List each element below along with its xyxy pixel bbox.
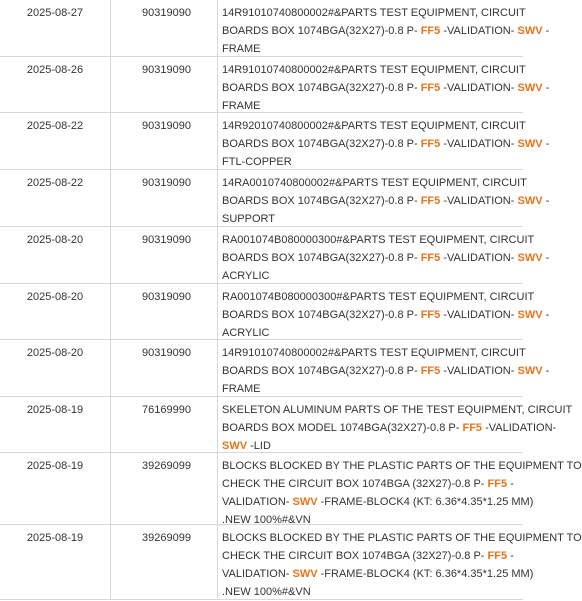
- column-divider: [110, 284, 111, 339]
- description-line: [222, 344, 526, 362]
- hs-code-cell: 90319090: [142, 7, 191, 19]
- description-line: [222, 4, 526, 22]
- description-line: [222, 565, 534, 583]
- description-line: [222, 529, 582, 547]
- description-line: [222, 135, 550, 153]
- description-cell: [222, 288, 550, 342]
- highlight-keyword: SWV: [517, 309, 543, 321]
- date-cell: 2025-08-19: [26, 460, 84, 472]
- highlight-keyword: FF5: [487, 550, 508, 562]
- highlight-keyword: SWV: [292, 568, 318, 580]
- highlight-keyword: FF5: [462, 422, 483, 434]
- description-text: FRAME: [222, 383, 261, 395]
- description-line: [222, 583, 520, 601]
- date-cell: 2025-08-20: [26, 234, 84, 246]
- column-divider: [110, 227, 111, 283]
- hs-code-cell: 90319090: [142, 291, 191, 303]
- description-line: [222, 547, 520, 565]
- highlight-keyword: SWV: [517, 365, 543, 377]
- description-line: [222, 267, 520, 285]
- description-text: -VALIDATION-: [440, 82, 518, 94]
- description-text: BOARDS BOX 1074BGA(32X27)-0.8 P-: [222, 138, 421, 150]
- description-line: [222, 362, 550, 380]
- description-line: [222, 380, 520, 398]
- description-text: -: [542, 25, 550, 37]
- column-divider: [217, 340, 218, 396]
- description-line: [222, 306, 550, 324]
- table-row: [0, 57, 550, 113]
- date-cell: 2025-08-26: [26, 64, 84, 76]
- description-cell: [222, 4, 550, 58]
- description-text: -: [542, 195, 550, 207]
- hs-code-cell: 90319090: [142, 177, 191, 189]
- description-text: SKELETON ALUMINUM PARTS OF THE TEST EQUIPMENT, CIRCUIT: [222, 404, 573, 416]
- description-text: BLOCKS BLOCKED BY THE PLASTIC PARTS OF THE EQUIPMENT TO: [222, 532, 582, 544]
- description-text: RA001074B080000300#&PARTS TEST EQUIPMENT, CIRCUIT: [222, 234, 535, 246]
- description-text: BOARDS BOX MODEL 1074BGA(32X27)-0.8 P-: [222, 422, 463, 434]
- description-line: [222, 22, 550, 40]
- description-text: FRAME: [222, 100, 261, 112]
- table-row: [0, 227, 550, 284]
- description-text: VALIDATION-: [222, 496, 293, 508]
- description-line: [222, 401, 573, 419]
- description-cell: [222, 117, 550, 171]
- description-text: -FRAME-BLOCK4 (KT: 6.36*4.35*1.25 MM): [317, 496, 534, 508]
- description-cell: [222, 344, 550, 398]
- description-line: [222, 117, 526, 135]
- description-text: -VALIDATION-: [440, 252, 518, 264]
- description-text: 14R91010740800002#&PARTS TEST EQUIPMENT, CIRCUIT: [222, 64, 526, 76]
- description-text: -VALIDATION-: [440, 309, 518, 321]
- description-text: BOARDS BOX 1074BGA(32X27)-0.8 P-: [222, 25, 421, 37]
- table-row: [0, 397, 573, 453]
- description-text: ACRYLIC: [222, 270, 270, 282]
- description-text: -FRAME-BLOCK4 (KT: 6.36*4.35*1.25 MM): [317, 568, 534, 580]
- description-text: CHECK THE CIRCUIT BOX 1074BGA (32X27)-0.8 P-: [222, 478, 488, 490]
- description-text: -: [542, 365, 550, 377]
- highlight-keyword: FF5: [420, 365, 441, 377]
- description-cell: [222, 457, 582, 529]
- description-text: .NEW 100%#&VN: [222, 514, 311, 526]
- highlight-keyword: FF5: [420, 252, 441, 264]
- description-text: 14R91010740800002#&PARTS TEST EQUIPMENT, CIRCUIT: [222, 347, 526, 359]
- highlight-keyword: SWV: [292, 496, 318, 508]
- description-text: CHECK THE CIRCUIT BOX 1074BGA (32X27)-0.8 P-: [222, 550, 488, 562]
- description-line: [222, 457, 582, 475]
- hs-code-cell: 90319090: [142, 64, 191, 76]
- description-text: VALIDATION-: [222, 568, 293, 580]
- description-text: 14RA0010740800002#&PARTS TEST EQUIPMENT, CIRCUIT: [222, 177, 527, 189]
- highlight-keyword: SWV: [517, 252, 543, 264]
- description-line: [222, 231, 535, 249]
- description-text: BOARDS BOX 1074BGA(32X27)-0.8 P-: [222, 195, 421, 207]
- date-cell: 2025-08-22: [26, 177, 84, 189]
- description-text: -VALIDATION-: [440, 25, 518, 37]
- date-cell: 2025-08-19: [26, 404, 84, 416]
- column-divider: [110, 525, 111, 599]
- description-cell: [222, 61, 550, 115]
- description-text: -: [507, 550, 514, 562]
- description-text: FTL-COPPER: [222, 156, 292, 168]
- date-cell: 2025-08-20: [26, 347, 84, 359]
- description-text: -: [542, 309, 550, 321]
- description-line: [222, 153, 520, 171]
- hs-code-cell: 39269099: [142, 460, 191, 472]
- table-row: [0, 113, 550, 170]
- description-line: [222, 475, 520, 493]
- description-text: -LID: [247, 440, 271, 452]
- column-divider: [217, 397, 218, 452]
- column-divider: [110, 453, 111, 524]
- column-divider: [217, 284, 218, 339]
- column-divider: [110, 170, 111, 226]
- column-divider: [110, 397, 111, 452]
- description-text: -VALIDATION-: [440, 138, 518, 150]
- column-divider: [110, 0, 111, 56]
- description-line: [222, 249, 550, 267]
- table-row: [0, 0, 550, 57]
- highlight-keyword: SWV: [222, 440, 248, 452]
- description-text: SUPPORT: [222, 213, 275, 225]
- date-cell: 2025-08-27: [26, 7, 84, 19]
- description-cell: [222, 174, 550, 228]
- hs-code-cell: 90319090: [142, 234, 191, 246]
- description-cell: [222, 529, 582, 601]
- description-text: BOARDS BOX 1074BGA(32X27)-0.8 P-: [222, 82, 421, 94]
- date-cell: 2025-08-20: [26, 291, 84, 303]
- description-text: 14R92010740800002#&PARTS TEST EQUIPMENT, CIRCUIT: [222, 120, 526, 132]
- description-line: [222, 40, 520, 58]
- highlight-keyword: FF5: [420, 82, 441, 94]
- description-text: ACRYLIC: [222, 327, 270, 339]
- column-divider: [217, 453, 218, 524]
- highlight-keyword: SWV: [517, 82, 543, 94]
- description-line: [222, 493, 534, 511]
- description-text: RA001074B080000300#&PARTS TEST EQUIPMENT, CIRCUIT: [222, 291, 535, 303]
- description-line: [222, 174, 527, 192]
- hs-code-cell: 90319090: [142, 120, 191, 132]
- description-text: -VALIDATION-: [482, 422, 557, 434]
- description-line: [222, 192, 550, 210]
- column-divider: [217, 57, 218, 112]
- hs-code-cell: 39269099: [142, 532, 191, 544]
- hs-code-cell: 90319090: [142, 347, 191, 359]
- highlight-keyword: FF5: [487, 478, 508, 490]
- description-line: [222, 61, 526, 79]
- highlight-keyword: SWV: [517, 25, 543, 37]
- description-text: -: [542, 82, 550, 94]
- description-text: BOARDS BOX 1074BGA(32X27)-0.8 P-: [222, 252, 421, 264]
- description-line: [222, 210, 520, 228]
- table-row: [0, 525, 582, 600]
- table-row: [0, 340, 550, 397]
- highlight-keyword: FF5: [420, 25, 441, 37]
- highlight-keyword: FF5: [420, 309, 441, 321]
- description-text: -: [542, 252, 550, 264]
- date-cell: 2025-08-22: [26, 120, 84, 132]
- column-divider: [217, 170, 218, 226]
- description-cell: [222, 231, 550, 285]
- description-text: -: [542, 138, 550, 150]
- highlight-keyword: SWV: [517, 138, 543, 150]
- description-line: [222, 419, 557, 437]
- column-divider: [110, 57, 111, 112]
- description-text: -: [507, 478, 514, 490]
- table-row: [0, 453, 582, 526]
- column-divider: [217, 113, 218, 169]
- hs-code-cell: 76169990: [142, 404, 191, 416]
- table-row: [0, 284, 550, 340]
- column-divider: [217, 525, 218, 599]
- description-text: 14R91010740800002#&PARTS TEST EQUIPMENT, CIRCUIT: [222, 7, 526, 19]
- description-text: -VALIDATION-: [440, 365, 518, 377]
- date-cell: 2025-08-19: [26, 532, 84, 544]
- description-line: [222, 79, 550, 97]
- description-text: BLOCKS BLOCKED BY THE PLASTIC PARTS OF THE EQUIPMENT TO: [222, 460, 582, 472]
- highlight-keyword: SWV: [517, 195, 543, 207]
- highlight-keyword: FF5: [420, 195, 441, 207]
- description-line: [222, 288, 535, 306]
- column-divider: [110, 113, 111, 169]
- description-text: BOARDS BOX 1074BGA(32X27)-0.8 P-: [222, 365, 421, 377]
- table-row: [0, 170, 550, 227]
- column-divider: [217, 0, 218, 56]
- description-text: BOARDS BOX 1074BGA(32X27)-0.8 P-: [222, 309, 421, 321]
- description-cell: [222, 401, 573, 455]
- description-text: -VALIDATION-: [440, 195, 518, 207]
- description-text: .NEW 100%#&VN: [222, 586, 311, 598]
- column-divider: [217, 227, 218, 283]
- highlight-keyword: FF5: [420, 138, 441, 150]
- column-divider: [110, 340, 111, 396]
- description-text: FRAME: [222, 43, 261, 55]
